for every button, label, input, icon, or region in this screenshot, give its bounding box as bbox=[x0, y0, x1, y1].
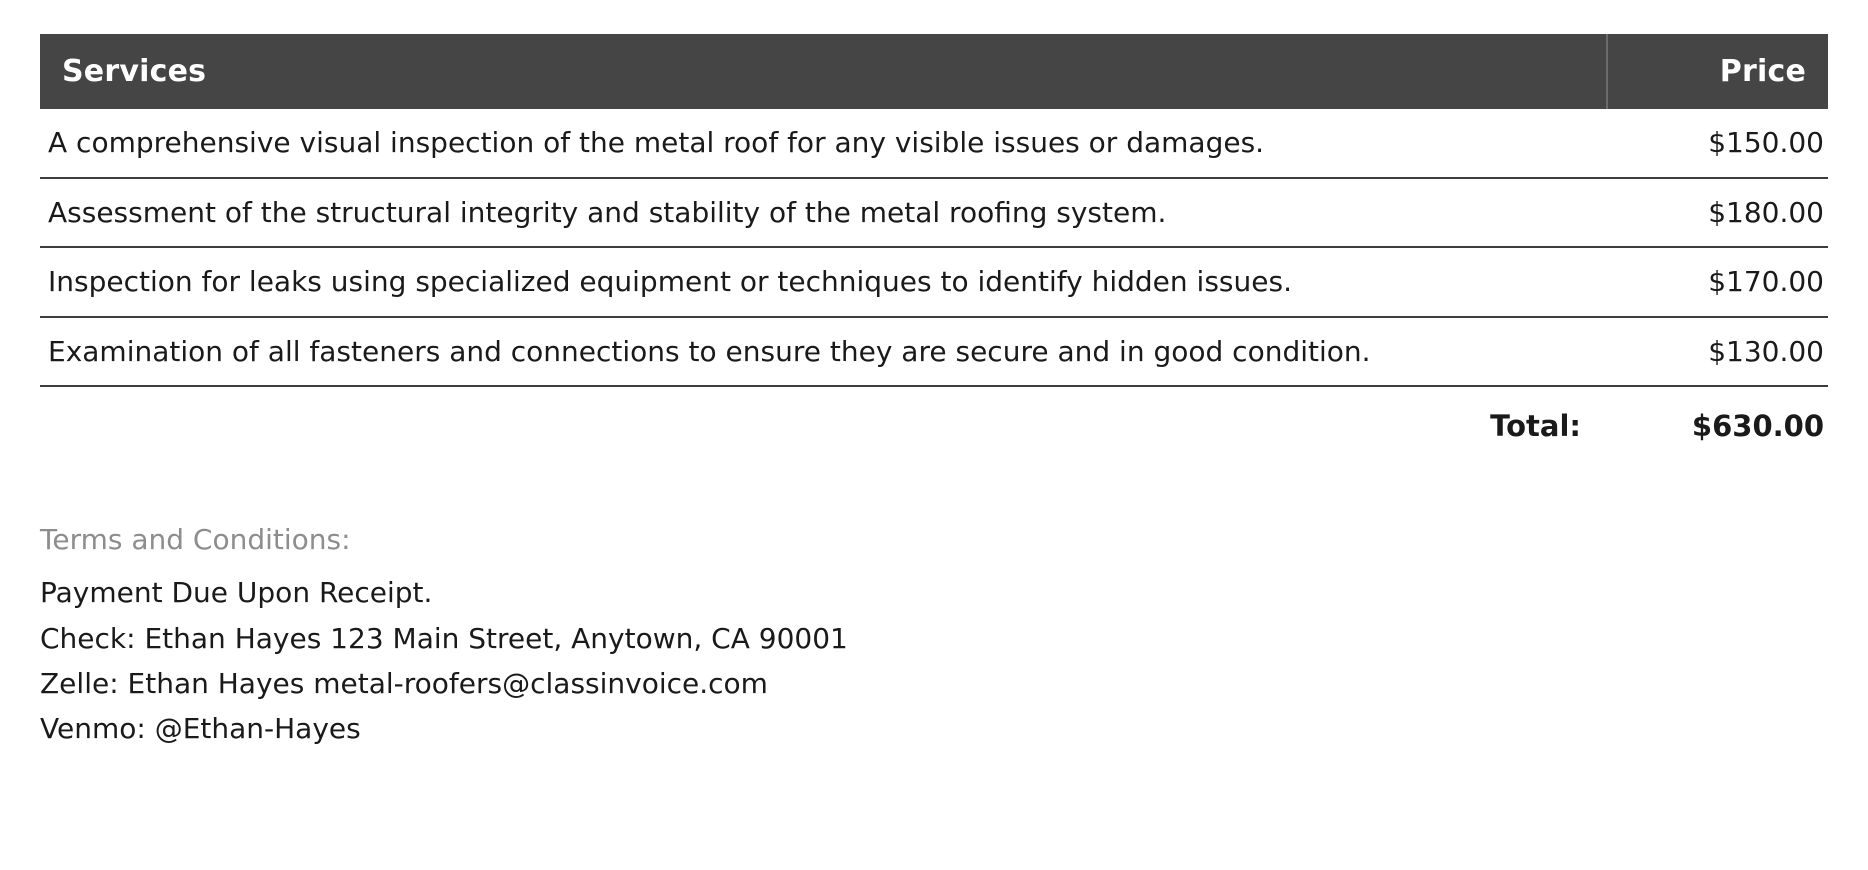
service-price: $130.00 bbox=[1607, 317, 1828, 387]
service-description: Assessment of the structural integrity and stability of the metal roofing system. bbox=[40, 178, 1607, 248]
column-header-price: Price bbox=[1607, 34, 1828, 109]
column-header-services: Services bbox=[40, 34, 1607, 109]
service-price: $150.00 bbox=[1607, 109, 1828, 178]
table-header-row bbox=[40, 34, 1828, 109]
table-row bbox=[40, 317, 1828, 387]
services-table-body bbox=[40, 109, 1828, 461]
services-table bbox=[40, 34, 1828, 461]
total-label: Total: bbox=[1490, 409, 1581, 444]
terms-line: Check: Ethan Hayes 123 Main Street, Anytown, CA 90001 bbox=[40, 621, 848, 655]
terms-title: Terms and Conditions: bbox=[40, 523, 351, 557]
table-row bbox=[40, 178, 1828, 248]
table-row bbox=[40, 109, 1828, 178]
services-table-head bbox=[40, 34, 1828, 109]
service-description: A comprehensive visual inspection of the metal roof for any visible issues or damages. bbox=[40, 109, 1607, 178]
terms-line: Zelle: Ethan Hayes metal-roofers@classinvoice.com bbox=[40, 666, 768, 700]
terms-and-conditions-section bbox=[40, 523, 1828, 751]
total-value: $630.00 bbox=[1691, 409, 1824, 444]
total-row bbox=[40, 386, 1828, 461]
service-price: $180.00 bbox=[1607, 178, 1828, 248]
service-price: $170.00 bbox=[1607, 247, 1828, 317]
service-description: Inspection for leaks using specialized equipment or techniques to identify hidden issues. bbox=[40, 247, 1607, 317]
service-description: Examination of all fasteners and connections to ensure they are secure and in good condition. bbox=[40, 317, 1607, 387]
terms-line: Venmo: @Ethan-Hayes bbox=[40, 712, 361, 746]
terms-line: Payment Due Upon Receipt. bbox=[40, 576, 433, 610]
table-row bbox=[40, 247, 1828, 317]
